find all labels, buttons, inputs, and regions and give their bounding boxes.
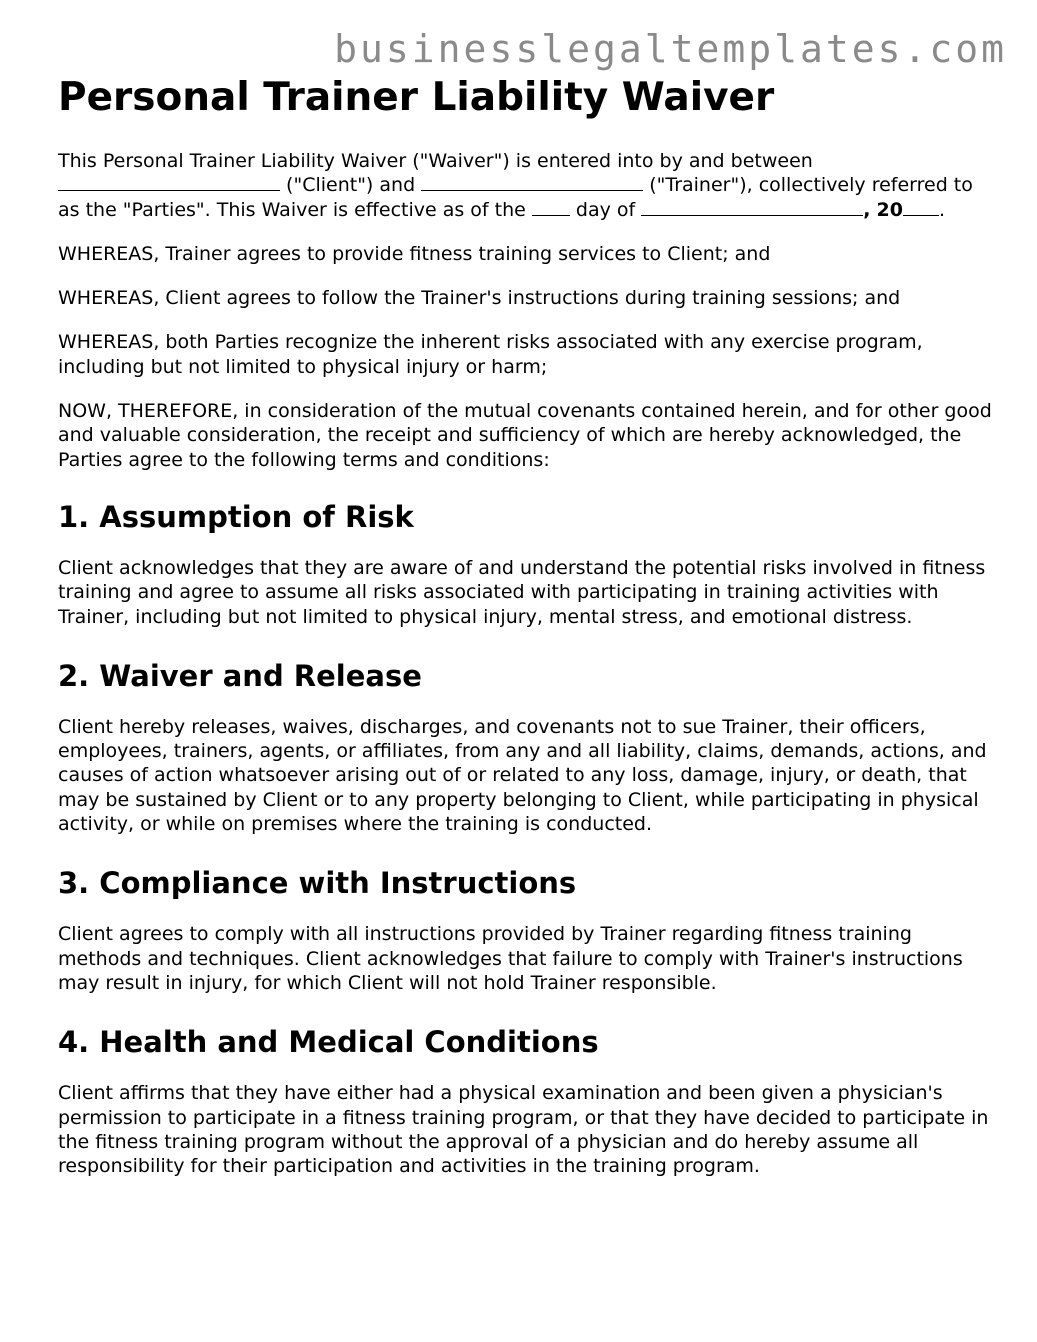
watermark: businesslegaltemplates.com — [334, 27, 1007, 71]
section-heading-compliance: 3. Compliance with Instructions — [58, 866, 577, 901]
year-blank[interactable] — [903, 200, 939, 216]
section-heading-waiver-and-release: 2. Waiver and Release — [58, 658, 422, 693]
day-of-label: day of — [569, 198, 642, 221]
trainer-name-blank[interactable] — [421, 175, 643, 191]
section-heading-health-medical: 4. Health and Medical Conditions — [58, 1025, 599, 1060]
recital-paragraph: WHEREAS, Trainer agrees to provide fitness training services to Client; and — [58, 242, 771, 265]
section-heading-assumption-of-risk: 1. Assumption of Risk — [58, 499, 414, 534]
month-blank[interactable] — [641, 200, 863, 216]
client-label: ("Client") and — [280, 174, 422, 197]
day-blank[interactable] — [532, 200, 570, 216]
client-name-blank[interactable] — [58, 175, 280, 191]
now-therefore-paragraph: NOW, THEREFORE, in consideration of the mutual covenants contained herein, and for other good and valuable consideration, the receipt and sufficiency of which are hereby acknowledged, the Parties agree to the following terms and conditions: — [58, 400, 992, 471]
section-body-waiver-and-release: Client hereby releases, waives, discharges, and covenants not to sue Trainer, their officers, employees, trainers, agents, or affiliates, from any and all liability, claims, demands, actions, and causes of action whatsoever arising out of or related to any loss, damage, injury, or death, that may be sustained by Client or to any property belonging to Client, while participating in physical activity, or while on premises where the training is conducted. — [58, 715, 987, 836]
section-body-compliance: Client agrees to comply with all instructions provided by Trainer regarding fitness training methods and techniques. Client acknowledges that failure to comply with Trainer's instructions may result in injury, for which Client will not hold Trainer responsible. — [58, 923, 963, 994]
intro-text: This Personal Trainer Liability Waiver ("Waiver") is entered into by and between — [58, 150, 813, 172]
recital-paragraph: WHEREAS, both Parties recognize the inherent risks associated with any exercise program, including but not limited to physical injury or harm; — [58, 331, 923, 378]
trainer-label: ("Trainer"), collectively referred to as the "Parties". This Waiver is effective as of the — [58, 174, 973, 221]
document-content — [58, 74, 998, 1178]
page-title: Personal Trainer Liability Waiver — [58, 75, 775, 120]
intro-paragraph — [58, 149, 998, 222]
section-body-assumption-of-risk: Client acknowledges that they are aware of and understand the potential risks involved in fitness training and agree to assume all risks associated with participating in training activities with Trainer, including but not limited to physical injury, mental stress, and emotional distress. — [58, 556, 986, 628]
recital-paragraph: WHEREAS, Client agrees to follow the Trainer's instructions during training sessions; and — [58, 287, 901, 310]
year-prefix: 20 — [876, 198, 903, 221]
section-body-health-medical: Client affirms that they have either had a physical examination and been given a physician's permission to participate in a fitness training program, or that they have decided to participate in the fitness training program without the approval of a physician and do hereby assume all responsibility for their participation and activities in the training program. — [58, 1082, 989, 1178]
date-comma: , — [863, 198, 871, 221]
intro-period: . — [938, 198, 946, 221]
